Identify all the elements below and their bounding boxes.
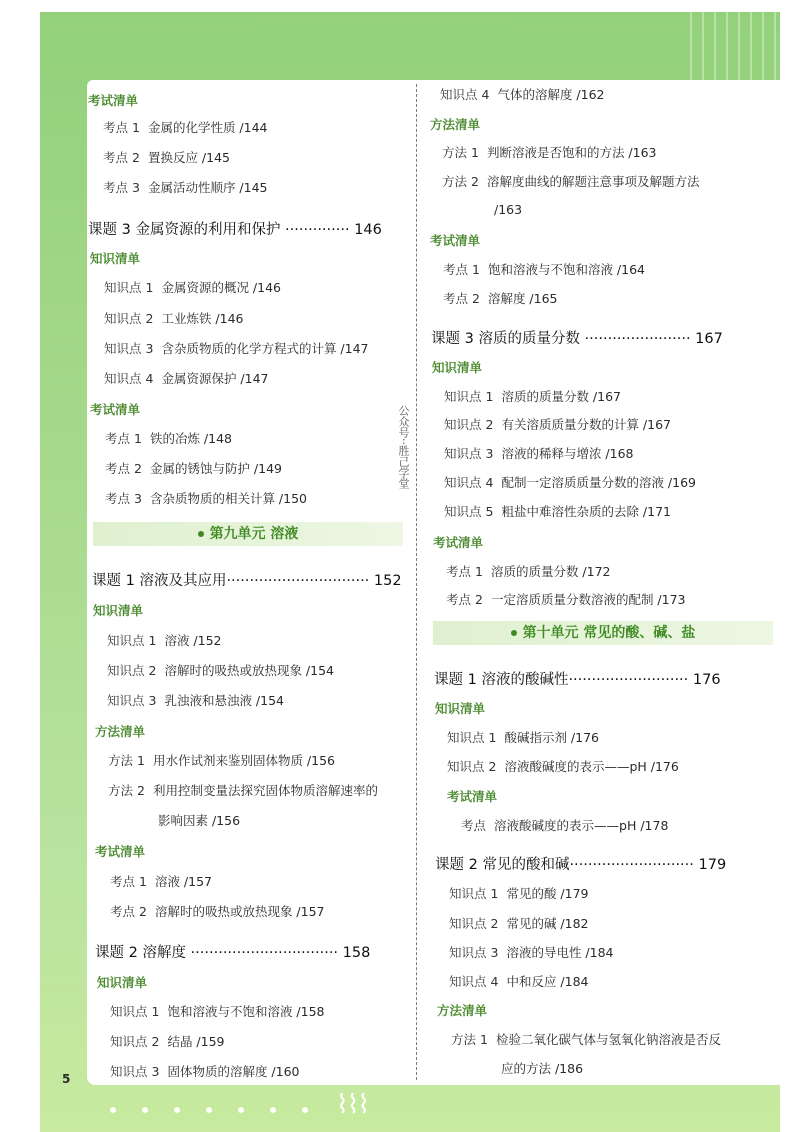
item-title: 溶质的质量分数 /172: [490, 564, 611, 579]
item-title: 酸碱指示剂 /176: [504, 730, 599, 745]
section-header: 知识清单: [435, 701, 486, 716]
item-title: 溶解度 /165: [487, 291, 558, 306]
corner-stripes: [680, 12, 780, 82]
section-header: 考试清单: [433, 535, 484, 550]
unit-banner: [433, 621, 773, 645]
item-title: 溶解度曲线的解题注意事项及解题方法: [486, 174, 700, 189]
wave-decoration: ⌇⌇⌇: [336, 1090, 369, 1120]
toc-item: [447, 728, 599, 746]
toc-item: [110, 1062, 299, 1080]
chapter-entry[interactable]: 课题 1 溶液的酸碱性·························· 176: [434, 672, 721, 688]
toc-item: [110, 872, 212, 890]
item-label: 方法 2: [442, 174, 479, 189]
item-title: 含杂质物质的相关计算 /150: [149, 491, 307, 506]
item-title: 一定溶质质量分数溶液的配制 /173: [490, 592, 686, 607]
item-label: 知识点 2: [104, 311, 154, 326]
item-continuation: 影响因素 /156: [158, 813, 241, 828]
toc-item: [449, 972, 588, 990]
item-label: 知识点 1: [444, 389, 494, 404]
item-title: 溶质的质量分数 /167: [501, 389, 621, 404]
item-title: 利用控制变量法探究固体物质溶解速率的: [152, 783, 378, 798]
page-number: 5: [62, 1072, 71, 1086]
unit-title: 第十单元 常见的酸、碱、盐: [522, 625, 696, 641]
item-continuation: 应的方法 /186: [501, 1061, 584, 1076]
item-title: 结晶 /159: [167, 1034, 225, 1049]
item-title: 气体的溶解度 /162: [497, 87, 605, 102]
toc-item: [108, 751, 335, 769]
toc-item: [103, 148, 230, 166]
toc-item: [449, 914, 588, 932]
toc-item: [103, 178, 267, 196]
item-label: 知识点 3: [104, 341, 154, 356]
toc-item: [105, 459, 282, 477]
item-title: 金属的化学性质 /144: [147, 120, 268, 135]
toc-item: [461, 816, 668, 834]
item-title: 铁的冶炼 /148: [149, 431, 232, 446]
toc-item: [104, 278, 281, 296]
item-label: 知识点 2: [447, 759, 497, 774]
toc-item: [449, 943, 613, 961]
item-label: 知识点 4: [449, 974, 499, 989]
item-continuation: /163: [494, 202, 523, 217]
chapter-entry[interactable]: 课题 1 溶液及其应用······························· 152: [92, 573, 402, 589]
item-label: 考点: [461, 818, 487, 833]
item-label: 考点 1: [443, 262, 480, 277]
item-label: 知识点 2: [107, 663, 157, 678]
item-title: 中和反应 /184: [506, 974, 589, 989]
item-label: 知识点 4: [440, 87, 490, 102]
item-title: 配制一定溶质质量分数的溶液 /169: [501, 475, 696, 490]
item-label: 方法 1: [451, 1032, 488, 1047]
toc-item: [443, 260, 645, 278]
chapter-entry[interactable]: 课题 3 溶质的质量分数 ······················· 167: [431, 331, 723, 347]
item-label: 考点 1: [110, 874, 147, 889]
column-divider: [416, 84, 417, 1080]
item-label: 知识点 1: [104, 280, 154, 295]
item-title: 固体物质的溶解度 /160: [167, 1064, 300, 1079]
toc-item: [110, 1032, 224, 1050]
toc-item: [108, 781, 378, 799]
item-title: 含杂质物质的化学方程式的计算 /147: [161, 341, 369, 356]
toc-item: [444, 415, 671, 433]
item-title: 置换反应 /145: [147, 150, 230, 165]
section-header: 知识清单: [93, 603, 144, 618]
item-label: 知识点 1: [447, 730, 497, 745]
item-label: 知识点 3: [110, 1064, 160, 1079]
chapter-entry[interactable]: 课题 3 金属资源的利用和保护 ·············· 146: [88, 222, 382, 238]
toc-item: [104, 339, 368, 357]
item-label: 考点 2: [446, 592, 483, 607]
unit-title: 第九单元 溶液: [209, 526, 299, 542]
section-header: 方法清单: [437, 1003, 488, 1018]
item-title: 粗盐中难溶性杂质的去除 /171: [501, 504, 671, 519]
item-title: 乳浊液和悬浊液 /154: [164, 693, 284, 708]
item-title: 金属活动性顺序 /145: [147, 180, 268, 195]
toc-item: [105, 489, 307, 507]
section-header: 考试清单: [90, 402, 141, 417]
toc-item: [104, 369, 268, 387]
toc-item: [444, 387, 621, 405]
toc-item: [443, 289, 557, 307]
item-label: 知识点 3: [107, 693, 157, 708]
item-label: 方法 2: [108, 783, 145, 798]
toc-item: [107, 691, 284, 709]
item-title: 检验二氧化碳气体与氢氧化钠溶液是否反: [495, 1032, 721, 1047]
bullet-dot-icon: [198, 531, 204, 537]
toc-item: [110, 1002, 324, 1020]
item-title: 溶液的稀释与增浓 /168: [501, 446, 634, 461]
item-label: 考点 1: [105, 431, 142, 446]
chapter-entry[interactable]: 课题 2 常见的酸和碱··························· 179: [435, 857, 727, 873]
item-label: 知识点 3: [444, 446, 494, 461]
item-label: 知识点 2: [449, 916, 499, 931]
item-title: 溶液酸碱度的表示——pH /176: [504, 759, 679, 774]
toc-item: [446, 590, 685, 608]
toc-item: [105, 429, 232, 447]
item-label: 考点 2: [110, 904, 147, 919]
item-title: 用水作试剂来鉴别固体物质 /156: [152, 753, 335, 768]
item-label: 考点 3: [103, 180, 140, 195]
watermark: 公众号··胜己学堂: [397, 405, 410, 489]
item-label: 知识点 4: [104, 371, 154, 386]
item-label: 知识点 5: [444, 504, 494, 519]
item-title: 溶解时的吸热或放热现象 /154: [164, 663, 334, 678]
item-label: 知识点 1: [449, 886, 499, 901]
toc-item: [444, 473, 696, 491]
item-title: 溶液 /152: [164, 633, 222, 648]
item-label: 考点 1: [103, 120, 140, 135]
toc-item: [104, 309, 243, 327]
toc-item: [449, 884, 588, 902]
section-header: 考试清单: [447, 789, 498, 804]
item-title: 金属资源的概况 /146: [161, 280, 281, 295]
section-header: 考试清单: [95, 844, 146, 859]
item-title: 溶解时的吸热或放热现象 /157: [154, 904, 325, 919]
item-label: 考点 2: [105, 461, 142, 476]
item-label: 知识点 3: [449, 945, 499, 960]
section-header: 考试清单: [430, 233, 481, 248]
item-title: 溶液 /157: [154, 874, 212, 889]
item-label: 知识点 1: [107, 633, 157, 648]
item-label: 考点 2: [443, 291, 480, 306]
section-header: 知识清单: [432, 360, 483, 375]
item-title: 饱和溶液与不饱和溶液 /164: [487, 262, 645, 277]
toc-item: [447, 757, 679, 775]
section-header: 知识清单: [97, 975, 148, 990]
item-title: 工业炼铁 /146: [161, 311, 244, 326]
item-title: 溶液酸碱度的表示——pH /178: [494, 818, 669, 833]
item-label: 考点 2: [103, 150, 140, 165]
item-title: 溶液的导电性 /184: [506, 945, 614, 960]
item-label: 知识点 2: [110, 1034, 160, 1049]
item-title: 常见的碱 /182: [506, 916, 589, 931]
toc-item: [451, 1030, 721, 1048]
item-title: 常见的酸 /179: [506, 886, 589, 901]
section-header: 考试清单: [88, 93, 139, 108]
item-label: 方法 1: [442, 145, 479, 160]
toc-item: [110, 902, 324, 920]
item-label: 知识点 1: [110, 1004, 160, 1019]
item-title: 有关溶质质量分数的计算 /167: [501, 417, 671, 432]
item-label: 知识点 4: [444, 475, 494, 490]
item-label: 考点 1: [446, 564, 483, 579]
toc-item: [107, 631, 221, 649]
unit-banner: [93, 522, 403, 546]
toc-item: [440, 85, 604, 103]
item-title: 判断溶液是否饱和的方法 /163: [486, 145, 657, 160]
item-label: 考点 3: [105, 491, 142, 506]
toc-item: [442, 143, 656, 161]
toc-item: [107, 661, 334, 679]
section-header: 方法清单: [430, 117, 481, 132]
item-label: 方法 1: [108, 753, 145, 768]
toc-item: [103, 118, 267, 136]
toc-item: [442, 172, 699, 190]
bottom-dots-decoration: [110, 1098, 334, 1117]
item-title: 金属资源保护 /147: [161, 371, 269, 386]
section-header: 方法清单: [95, 724, 146, 739]
toc-item: [444, 502, 671, 520]
toc-item: [444, 444, 633, 462]
item-title: 金属的锈蚀与防护 /149: [149, 461, 282, 476]
item-title: 饱和溶液与不饱和溶液 /158: [167, 1004, 325, 1019]
chapter-entry[interactable]: 课题 2 溶解度 ································ 158: [95, 945, 371, 961]
item-label: 知识点 2: [444, 417, 494, 432]
section-header: 知识清单: [90, 251, 141, 266]
toc-item: [446, 562, 610, 580]
bullet-dot-icon: [511, 630, 517, 636]
